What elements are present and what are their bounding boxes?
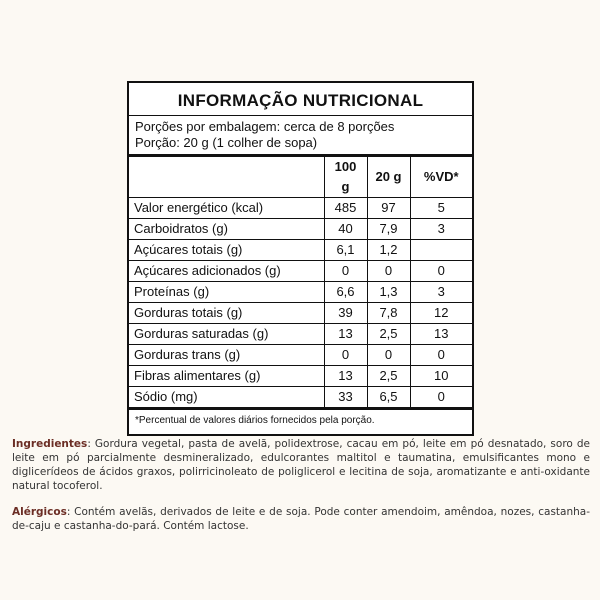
table-row bbox=[129, 324, 472, 345]
value-100g: 485 bbox=[324, 198, 367, 219]
ingredients-heading: Ingredientes bbox=[12, 438, 88, 450]
nutrient-name: Gorduras totais (g) bbox=[129, 303, 324, 324]
table-row bbox=[129, 345, 472, 366]
value-20g: 0 bbox=[367, 345, 410, 366]
header-20g: 20 g bbox=[367, 157, 410, 198]
footnote: *Percentual de valores diários fornecidos pela porção. bbox=[129, 407, 472, 434]
value-vd: 0 bbox=[410, 387, 472, 408]
value-vd: 10 bbox=[410, 366, 472, 387]
value-20g: 97 bbox=[367, 198, 410, 219]
value-20g: 2,5 bbox=[367, 324, 410, 345]
value-100g: 33 bbox=[324, 387, 367, 408]
table-row bbox=[129, 387, 472, 408]
servings-per-package: Porções por embalagem: cerca de 8 porções bbox=[135, 119, 395, 134]
value-20g: 7,9 bbox=[367, 219, 410, 240]
value-vd: 0 bbox=[410, 345, 472, 366]
value-100g: 40 bbox=[324, 219, 367, 240]
nutrient-name: Fibras alimentares (g) bbox=[129, 366, 324, 387]
nutrient-name: Açúcares adicionados (g) bbox=[129, 261, 324, 282]
value-20g: 0 bbox=[367, 261, 410, 282]
value-vd: 3 bbox=[410, 219, 472, 240]
value-20g: 6,5 bbox=[367, 387, 410, 408]
nutrition-title: INFORMAÇÃO NUTRICIONAL bbox=[129, 83, 472, 116]
value-100g: 6,6 bbox=[324, 282, 367, 303]
nutrient-name: Gorduras trans (g) bbox=[129, 345, 324, 366]
nutrition-facts-panel bbox=[127, 81, 474, 436]
nutrient-name: Sódio (mg) bbox=[129, 387, 324, 408]
value-100g: 0 bbox=[324, 345, 367, 366]
table-row bbox=[129, 261, 472, 282]
header-vd: %VD* bbox=[410, 157, 472, 198]
allergens-section bbox=[12, 505, 590, 533]
nutrient-name: Proteínas (g) bbox=[129, 282, 324, 303]
value-100g: 39 bbox=[324, 303, 367, 324]
table-row bbox=[129, 282, 472, 303]
ingredients-text: : Gordura vegetal, pasta de avelã, polidextrose, cacau em pó, leite em pó desnatado, soro de leite em pó parcialmente desmineralizado, edulcorantes maltitol e taumatina, emulsificantes mono e diglicerídeos de ácidos graxos, polirricinoleato de poliglicerol e lecitina de soja, aromatizante e anti-oxidante natural tocoferol. bbox=[12, 438, 590, 492]
value-vd: 3 bbox=[410, 282, 472, 303]
value-100g: 6,1 bbox=[324, 240, 367, 261]
table-header-row bbox=[129, 157, 472, 198]
value-20g: 1,3 bbox=[367, 282, 410, 303]
nutrient-name: Carboidratos (g) bbox=[129, 219, 324, 240]
table-row bbox=[129, 219, 472, 240]
header-100g: 100 g bbox=[324, 157, 367, 198]
value-20g: 7,8 bbox=[367, 303, 410, 324]
table-row bbox=[129, 366, 472, 387]
value-20g: 1,2 bbox=[367, 240, 410, 261]
nutrient-name: Gorduras saturadas (g) bbox=[129, 324, 324, 345]
value-vd: 13 bbox=[410, 324, 472, 345]
value-100g: 0 bbox=[324, 261, 367, 282]
value-vd: 12 bbox=[410, 303, 472, 324]
value-vd bbox=[410, 240, 472, 261]
ingredients-section bbox=[12, 437, 590, 493]
serving-info bbox=[129, 116, 472, 157]
allergens-heading: Alérgicos bbox=[12, 506, 67, 518]
table-row bbox=[129, 198, 472, 219]
nutrition-table bbox=[129, 157, 472, 407]
value-vd: 0 bbox=[410, 261, 472, 282]
header-nutrient bbox=[129, 157, 324, 198]
value-vd: 5 bbox=[410, 198, 472, 219]
nutrient-name: Valor energético (kcal) bbox=[129, 198, 324, 219]
table-row bbox=[129, 303, 472, 324]
table-row bbox=[129, 240, 472, 261]
serving-size: Porção: 20 g (1 colher de sopa) bbox=[135, 135, 318, 150]
value-20g: 2,5 bbox=[367, 366, 410, 387]
value-100g: 13 bbox=[324, 366, 367, 387]
allergens-text: : Contém avelãs, derivados de leite e de soja. Pode conter amendoim, amêndoa, nozes, castanha-de-caju e castanha-do-pará. Contém lactose. bbox=[12, 506, 590, 532]
nutrient-name: Açúcares totais (g) bbox=[129, 240, 324, 261]
value-100g: 13 bbox=[324, 324, 367, 345]
